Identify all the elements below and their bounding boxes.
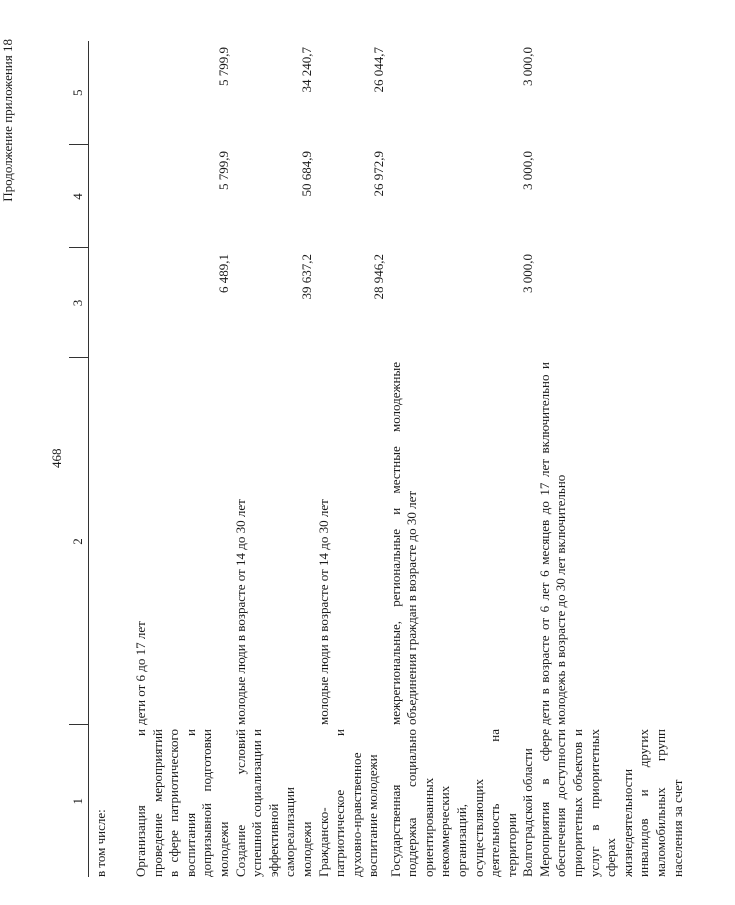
value-col4: 5 799,9	[215, 151, 231, 190]
group-label: в том числе:	[93, 809, 108, 877]
table-row	[537, 41, 735, 877]
target-audience: молодые люди в возрасте от 14 до 30 лет	[315, 499, 331, 725]
target-audience: молодые люди в возрасте от 14 до 30 лет	[232, 499, 248, 725]
activity-name: Государственная поддержка социально ориентированных некоммерческих организаций, осуществляющих деятельность на территории Волгоградской области	[387, 729, 536, 877]
header-row	[69, 41, 89, 877]
continuation-label: Продолжение приложения 18	[0, 39, 15, 202]
table-row	[316, 41, 388, 877]
column-header-3: 3	[69, 248, 89, 358]
value-col5: 34 240,7	[298, 47, 314, 93]
value-col4: 26 972,9	[370, 151, 386, 197]
target-audience: дети в возрасте от 6 лет 6 месяцев до 17 лет включительно и молодежь в возрасте до 30 лет включительно	[536, 362, 569, 725]
table-row	[388, 41, 537, 877]
value-col3: 3 000,0	[520, 254, 536, 293]
column-header-4: 4	[69, 145, 89, 248]
activity-name: Организация и проведение мероприятий в сфере патриотического воспитания и допризывной подготовки молодежи	[133, 729, 231, 877]
table-row	[233, 41, 316, 877]
column-header-1: 1	[69, 725, 89, 877]
value-col4: 3 000,0	[520, 151, 536, 190]
activity-name: Создание условий успешной социализации и эффективной самореализации молодежи	[232, 729, 314, 877]
value-col4: 50 684,9	[298, 151, 314, 197]
column-header-2: 2	[69, 358, 89, 725]
value-col5: 26 044,7	[370, 47, 386, 93]
value-col5: 3 000,0	[520, 47, 536, 86]
column-header-5: 5	[69, 41, 89, 145]
value-col5	[537, 41, 735, 145]
activity-name: Гражданско-патриотическое и духовно-нравственное воспитание молодежи	[315, 729, 381, 877]
value-col4	[537, 145, 735, 248]
value-col3: 39 637,2	[298, 254, 314, 300]
group-row	[89, 41, 134, 877]
page-number: 468	[49, 448, 64, 468]
target-audience: дети от 6 до 17 лет	[133, 621, 148, 725]
target-audience: межрегиональные, региональные и местные молодежные объединения граждан в возрасте до 30 лет	[387, 362, 420, 725]
budget-table	[69, 41, 735, 877]
value-col3	[537, 248, 735, 358]
value-col3: 28 946,2	[370, 254, 386, 300]
table-row	[133, 41, 233, 877]
value-col5: 5 799,9	[215, 47, 231, 86]
activity-name: Мероприятия в сфере обеспечения доступности приоритетных объектов и услуг в приоритетных сферах жизнедеятельности инвалидов и других маломобильных групп населения за счет	[536, 729, 685, 877]
value-col3: 6 489,1	[215, 254, 231, 293]
